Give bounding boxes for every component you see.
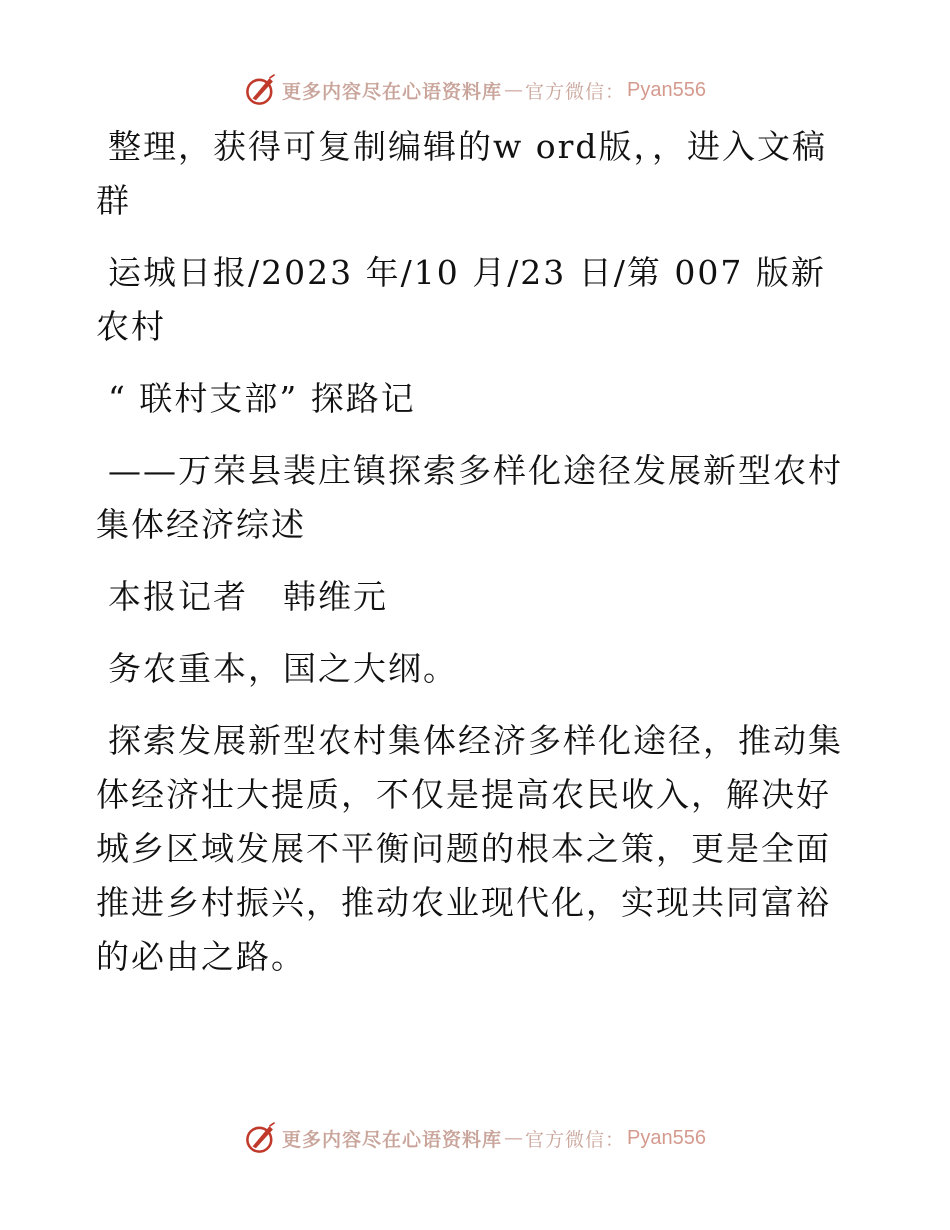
intro-note: 整理，获得可复制编辑的w ord版，，进入文稿群: [96, 127, 828, 220]
watermark-site-text: 更多内容尽在心语资料库: [282, 80, 503, 103]
header-watermark: [0, 70, 950, 110]
watermark-separator: —: [504, 1127, 524, 1149]
watermark-site-text: 更多内容尽在心语资料库: [282, 1128, 503, 1151]
lead-sentence: 务农重本，国之大纲。: [108, 649, 458, 688]
watermark-label: 官方微信：: [525, 1128, 626, 1151]
article-subtitle: ——万荣县裴庄镇探索多样化途径发展新型农村集体经济综述: [96, 451, 843, 544]
quill-logo-icon: [244, 73, 278, 107]
body-paragraph: 探索发展新型农村集体经济多样化途径，推动集体经济壮大提质，不仅是提高农民收入，解决好城乡区域发展不平衡问题的根本之策，更是全面推进乡村振兴，推动农业现代化，实现共同富裕的必由之路。: [96, 721, 843, 976]
footer-watermark: [0, 1118, 950, 1158]
document-body: [96, 120, 856, 984]
quill-logo-icon: [244, 1121, 278, 1155]
watermark-separator: —: [504, 79, 524, 101]
watermark-id: Pyan556: [627, 78, 706, 101]
source-line: 运城日报/2023 年/10 月/23 日/第 007 版新农村: [96, 253, 826, 346]
watermark-label: 官方微信：: [525, 80, 626, 103]
article-title: “ 联村支部” 探路记: [108, 379, 416, 418]
byline: 本报记者 韩维元: [108, 577, 388, 616]
watermark-id: Pyan556: [627, 1126, 706, 1149]
